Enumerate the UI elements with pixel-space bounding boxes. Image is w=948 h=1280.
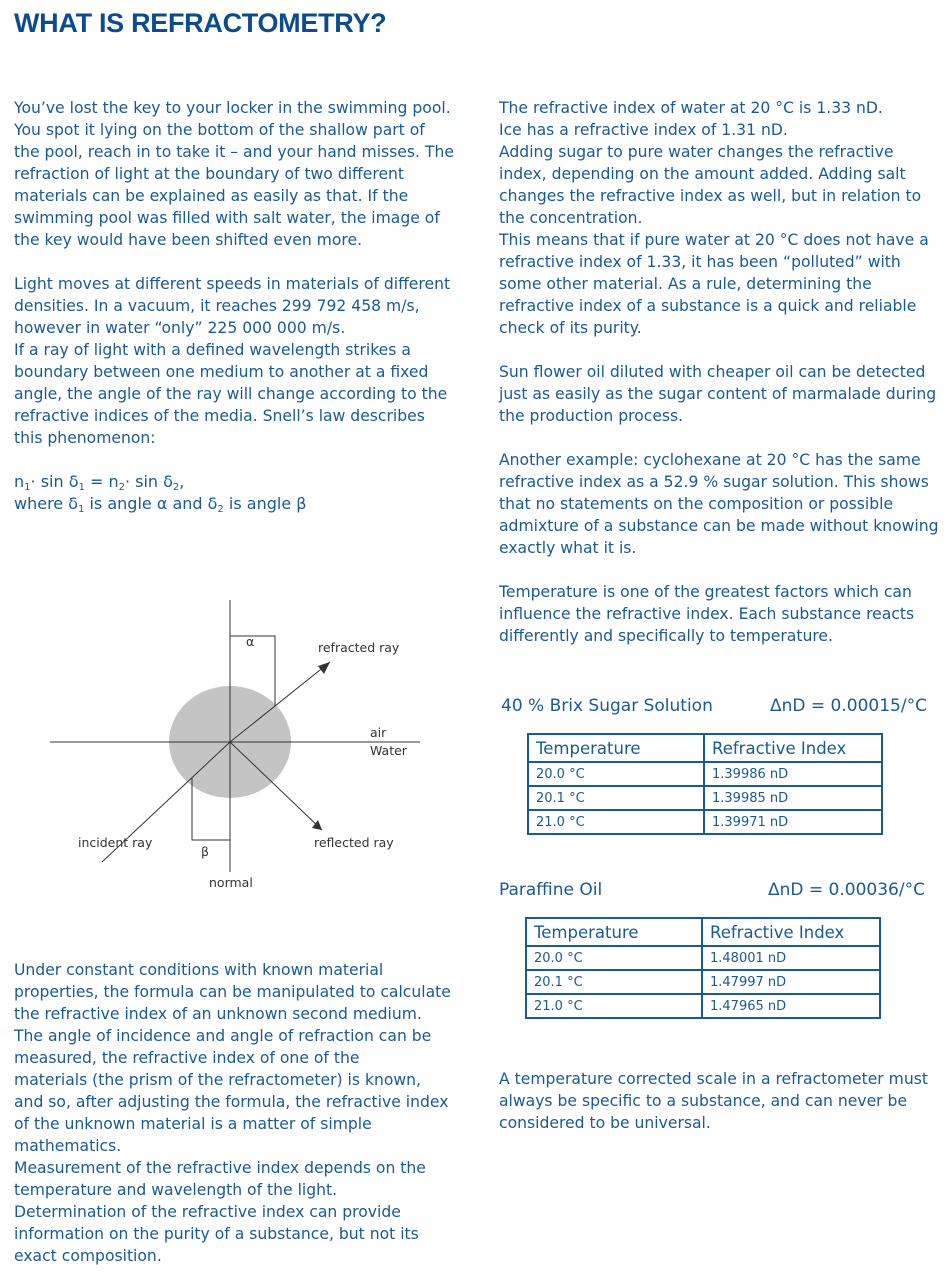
light-speed-text: Light moves at different speeds in materials of different densities. In a vacuum, it reaches 299 792 458 m/s, however in water “only” 225 000 000 m/s. bbox=[14, 275, 451, 337]
calculation-paragraph: Under constant conditions with known material properties, the formula can be manipulated to calculate the refractive index of an unknown second medium. The angle of incidence and angle of refraction can be measured, the refractive index of one of the materials (the prism of the refractometer) is known, and so, after adjusting the formula, the refractive index of the unknown material is a matter of simple mathematics. Measurement of the refractive index depends on the temperature and wavelength of the light. Determination of the refractive index can provide information on the purity of a substance, but not its exact composition. bbox=[14, 961, 451, 1265]
reflected-ray-label: reflected ray bbox=[314, 835, 394, 850]
table-row: 20.0 °C 1.48001 nD bbox=[526, 946, 880, 970]
table-row: 20.1 °C 1.39985 nD bbox=[528, 786, 882, 810]
water-label: Water bbox=[370, 743, 407, 758]
page-title: WHAT IS REFRACTOMETRY? bbox=[14, 8, 387, 38]
beta-label: β bbox=[201, 844, 209, 859]
sugar-table-title: 40 % Brix Sugar Solution bbox=[501, 696, 713, 716]
snell-intro-text: If a ray of light with a defined wavelength strikes a boundary between one medium to another at a fixed angle, the angle of the ray will change according to the refractive indices of the media. Snell’s law describes this phenomenon: bbox=[14, 341, 448, 447]
table-row: 21.0 °C 1.39971 nD bbox=[528, 810, 882, 834]
sunflower-paragraph: Sun flower oil diluted with cheaper oil can be detected just as easily as the sugar content of marmalade during the production process. bbox=[499, 363, 937, 425]
table-header: Refractive Index bbox=[702, 918, 880, 946]
right-column bbox=[499, 97, 939, 647]
table-header: Temperature bbox=[526, 918, 702, 946]
paraffine-table-title: Paraffine Oil bbox=[499, 880, 603, 900]
temperature-paragraph: Temperature is one of the greatest factors which can influence the refractive index. Each substance reacts differently and specifically to temperature. bbox=[499, 583, 915, 645]
refracted-ray-label: refracted ray bbox=[318, 640, 400, 655]
snell-formula: $n_1\cdot \sin \delta_1 = n_2\cdot \sin \delta_2$, where $\delta_1$ is angle α and $\delta_2$ is angle β bbox=[14, 472, 307, 515]
left-column-intro bbox=[14, 97, 454, 515]
light-speed-paragraph bbox=[14, 273, 454, 449]
cyclohexane-paragraph: Another example: cyclohexane at 20 °C has the same refractive index as a 52.9 % sugar solution. This shows that no statements on the composition or possible admixture of a substance can be made without knowing exactly what it is. bbox=[499, 451, 939, 557]
table-header: Temperature bbox=[528, 734, 704, 762]
table-header: Refractive Index bbox=[704, 734, 882, 762]
air-label: air bbox=[370, 725, 387, 740]
paraffine-table-delta: ΔnD = 0.00036/°C bbox=[768, 880, 925, 900]
refraction-diagram bbox=[40, 590, 440, 910]
paraffine-oil-table bbox=[525, 917, 881, 1019]
conclusion-paragraph: A temperature corrected scale in a refractometer must always be specific to a substance, and can never be considered to be universal. bbox=[499, 1070, 928, 1132]
intro-paragraph: You’ve lost the key to your locker in the swimming pool. You spot it lying on the bottom of the shallow part of the pool, reach in to take it – and your hand misses. The refraction of light at the boundary of two different materials can be explained as easily as that. If the swimming pool was filled with salt water, the image of the key would have been shifted even more. bbox=[14, 99, 454, 249]
alpha-label: α bbox=[246, 634, 255, 649]
normal-label: normal bbox=[209, 875, 253, 890]
left-column-bottom bbox=[14, 959, 454, 1267]
sugar-table-delta: ΔnD = 0.00015/°C bbox=[770, 696, 927, 716]
table-row: 21.0 °C 1.47965 nD bbox=[526, 994, 880, 1018]
incident-ray-label: incident ray bbox=[78, 835, 153, 850]
sugar-solution-table bbox=[527, 733, 883, 835]
refracted-arrowhead bbox=[318, 662, 330, 674]
water-index-paragraph: The refractive index of water at 20 °C is 1.33 nD. Ice has a refractive index of 1.31 nD. Adding sugar to pure water changes the refractive index, depending on the amount added. Adding salt changes the refractive index as well, but in relation to the concentration. This means that if pure water at 20 °C does not have a refractive index of 1.33, it has been “polluted” with some other material. As a rule, determining the refractive index of a substance is a quick and reliable check of its purity. bbox=[499, 99, 929, 337]
table-row: 20.0 °C 1.39986 nD bbox=[528, 762, 882, 786]
table-row: 20.1 °C 1.47997 nD bbox=[526, 970, 880, 994]
